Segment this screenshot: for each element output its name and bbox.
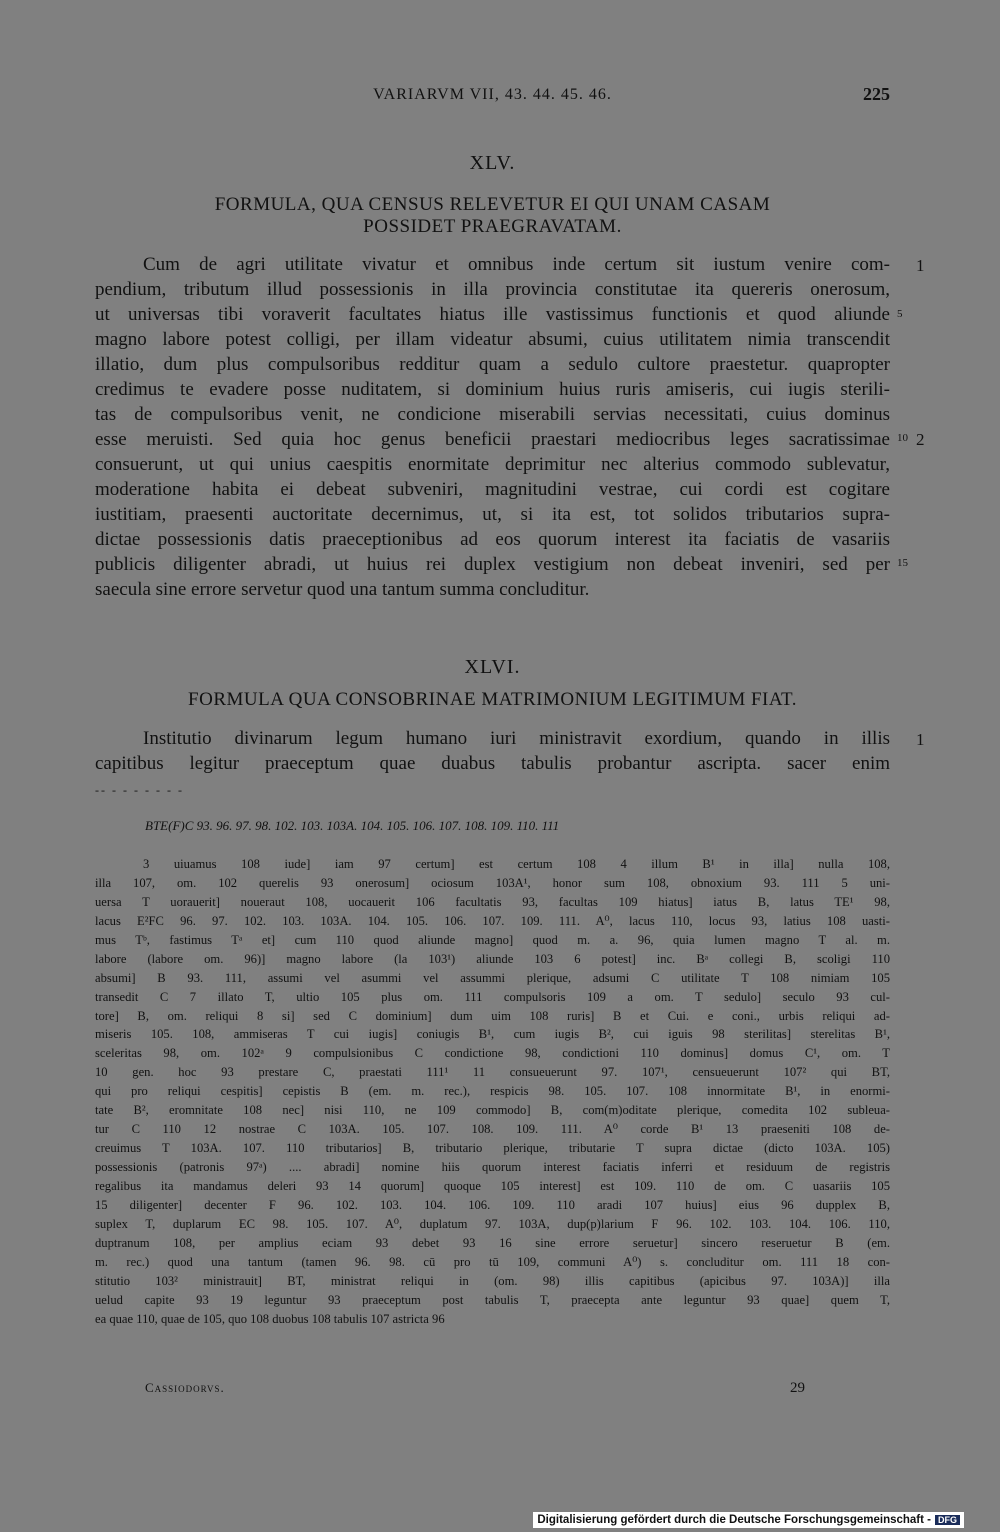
apparatus-line: mus Tᵇ, fastimus Tᵃ et] cum 110 quod aliunde magno] quod m. a. 96, quia lumen magno T al. m. <box>95 932 890 947</box>
text-line: esse meruisti. Sed quia hoc genus beneficii praestari mediocribus leges sacratissimae <box>95 429 890 450</box>
apparatus-line: creuimus T 103A. 107. 110 tributarios] B, tributario plerique, tributarie T supra dictae (dicto 103A. 105) <box>95 1141 890 1156</box>
text-line: ut universas tibi voraverit facultates hiatus ille vastissimus functionis et quod aliunde <box>95 304 890 325</box>
text-line: tas de compulsoribus venit, ne condicione miserabili servias necessitati, cuius dominus <box>95 404 890 425</box>
line-number: 15 <box>897 557 908 569</box>
text-line: publicis diligenter abradi, ut huius rei duplex vestigium non debeat inveniri, sed per <box>95 554 890 575</box>
text-line: credimus te evadere posse nuditatem, si dominium huius ruris amiseris, cui iugis sterili- <box>95 379 890 400</box>
section-xlv-text <box>95 252 890 602</box>
dfg-logo-icon: DFG <box>935 1515 960 1525</box>
text-line: moderatione habita ei debeat subveniri, magnitudini vestrae, cui cordi est cogitare <box>95 479 890 500</box>
manuscript-sigla: BTE(F)C 93. 96. 97. 98. 102. 103. 103A. 104. 105. 106. 107. 108. 109. 110. 111 <box>145 818 560 833</box>
paragraph-number: 1 <box>916 730 925 749</box>
section-number-xlvi: XLVI. <box>464 656 521 678</box>
text-line: capitibus legitur praeceptum quae duabus tabulis probantur ascripta. sacer enim <box>95 753 890 774</box>
signature-number: 29 <box>790 1380 805 1396</box>
paragraph-number: 2 <box>916 430 925 449</box>
apparatus-line: ea quae 110, quae de 105, quo 108 duobus 108 tabulis 107 astricta 96 <box>95 1311 445 1326</box>
section-number-xlv: XLV. <box>469 152 516 174</box>
text-line: magno labore potest colligi, per illam videatur absumi, cuius utilitatem nimia transcendit <box>95 329 890 350</box>
line-number: 5 <box>897 308 903 320</box>
running-header <box>95 86 890 110</box>
apparatus-line: tate B², eromnitate 108 nec] nisi 110, ne 109 commodo] B, com(m)oditate plerique, comedita 102 subleua- <box>95 1103 890 1118</box>
text-line: Cum de agri utilitate vivatur et omnibus inde certum sit iustum venire com- <box>143 254 890 275</box>
apparatus-line: lacus E²FC 96. 97. 102. 103. 103A. 104. 105. 106. 107. 109. 111. A⁰, lacus 110, locus 93, latius 108 uasti- <box>95 913 890 928</box>
critical-apparatus <box>95 855 890 1328</box>
apparatus-line: possessionis (patronis 97ᵃ) .... abradi] nomine hiis quorum interest faciatis inferri et residuum de registris <box>95 1160 890 1174</box>
running-head-title: VARIARVM VII, 43. 44. 45. 46. <box>373 86 612 103</box>
apparatus-line: absumi] B 93. 111, assumi vel asummi vel assummi plerique, adsumi C utilitate T 108 nimiam 105 <box>95 970 890 985</box>
apparatus-line: 10 gen. hoc 93 prestare C, praestati 111¹ 11 consueuerunt 97. 107¹, censueuerunt 107² qui BT, <box>95 1065 890 1080</box>
apparatus-line: uelud capite 93 19 leguntur 93 praeceptum post tabulis T, praecepta ante leguntur 93 quae] quem T, <box>95 1292 890 1307</box>
text-line: pendium, tributum illud possessionis in illa provincia constitutae ita quereris onerosum, <box>95 279 890 300</box>
apparatus-line: duptranum 108, per amplius eciam 93 debet 93 16 sine errore seruetur] sincero reseruetur B (em. <box>95 1235 890 1250</box>
footer-author: Cassiodorvs. <box>145 1380 225 1395</box>
apparatus-line: 3 uiuamus 108 iude] iam 97 certum] est certum 108 4 illum B¹ in illa] nulla 108, <box>143 857 890 871</box>
text-line: Institutio divinarum legum humano iuri ministravit exordium, quando in illis <box>143 728 890 749</box>
credit-text: Digitalisierung gefördert durch die Deutsche Forschungsgemeinschaft - <box>537 1514 931 1526</box>
text-line: consuerunt, ut qui unius caespitis enormitate deprimitur nec alterius commodo sublevatur, <box>95 454 890 475</box>
apparatus-line: stitutio 103² ministrauit] BT, ministrat reliqui in (om. 98) illis capitibus (apicibus 97. 103A)] illa <box>95 1273 890 1288</box>
section-title-xlv <box>95 194 890 238</box>
cut-off-line: -- - - - - - - - <box>95 783 184 797</box>
text-line: iustitiam, praesenti auctoritate decernimus, ut, si ita est, tot solidos tributarios supra- <box>95 504 890 525</box>
apparatus-line: sceleritas 98, om. 102ᵃ 9 compulsionibus C condictione 98, condictioni 110 dominus] domus C¹, om. T <box>95 1046 890 1061</box>
apparatus-line: miseris 105. 108, ammiseras T cui iugis] coniugis B¹, cum iugis B², cui iguis 98 sterilitas] sterelitas B¹, <box>95 1027 890 1042</box>
apparatus-line: suplex T, duplarum EC 98. 105. 107. A⁰, duplatum 97. 103A, dup(p)larium F 96. 102. 103. 104. 106. 110, <box>95 1216 890 1231</box>
paragraph-number: 1 <box>916 256 925 275</box>
section-title-line: POSSIDET PRAEGRAVATAM. <box>363 216 622 237</box>
text-line: dictae possessionis datis praeceptionibus ad eos quorum interest ita faciatis de vasariis <box>95 529 890 550</box>
apparatus-line: transedit C 7 illato T, ultio 105 plus om. 111 compulsoris 109 a om. T sedulo] seculo 93 cul- <box>95 989 890 1004</box>
apparatus-line: labore (labore om. 96)] magno labore (la 103¹) aliunde 103 6 potest] inc. Bᵃ collegi B, scoligi 110 <box>95 951 890 966</box>
apparatus-line: m. rec.) quod una tantum (tamen 96. 98. cū pro tū 109, communi A⁰) s. concluditur om. 111 18 con- <box>95 1254 890 1269</box>
line-number: 10 <box>897 432 908 444</box>
digitization-credit <box>533 1512 964 1528</box>
apparatus-line: qui pro reliqui cespitis] cepistis B (em. m. rec.), respicis 98. 105. 107. 108 innormitate B¹, in enormi- <box>95 1084 890 1099</box>
section-title-line: FORMULA, QUA CENSUS RELEVETUR EI QUI UNAM CASAM <box>214 194 771 215</box>
section-xlvi-text <box>95 726 890 776</box>
apparatus-line: uersa T uorauerit] noueraut 108, uocauerit 106 facultatis 93, facultas 109 hiatus] iatus B, latus TE¹ 98, <box>95 894 890 909</box>
apparatus-line: tur C 110 12 nostrae C 103A. 105. 107. 108. 109. 111. A⁰ corde B¹ 13 praeseniti 108 de- <box>95 1122 890 1137</box>
apparatus-line: tore] B, om. reliqui 8 si] sed C dominium] dum uim 108 ruris] B et Cui. e coni., urbis reliqui ad- <box>95 1008 890 1023</box>
section-title-xlvi: FORMULA QUA CONSOBRINAE MATRIMONIUM LEGITIMUM FIAT. <box>188 689 797 710</box>
text-line: illatio, dum plus compulsoribus redditur quam a sedulo cultore praestetur. quapropter <box>95 354 890 375</box>
apparatus-line: 15 diligenter] decenter F 96. 102. 103. 104. 106. 109. 110 aradi 107 huius] eius 96 dupplex B, <box>95 1197 890 1212</box>
page-number: 225 <box>863 84 890 104</box>
text-line: saecula sine errore servetur quod una tantum summa concluditur. <box>95 579 590 600</box>
apparatus-line: regalibus ita mandamus deleri 93 14 quorum] quoque 105 interest] est 109. 110 de om. C uasariis 105 <box>95 1178 890 1193</box>
apparatus-line: illa 107, om. 102 querelis 93 onerosum] ociosum 103A¹, honor sum 108, obnoxium 93. 111 5 uni- <box>95 875 890 890</box>
